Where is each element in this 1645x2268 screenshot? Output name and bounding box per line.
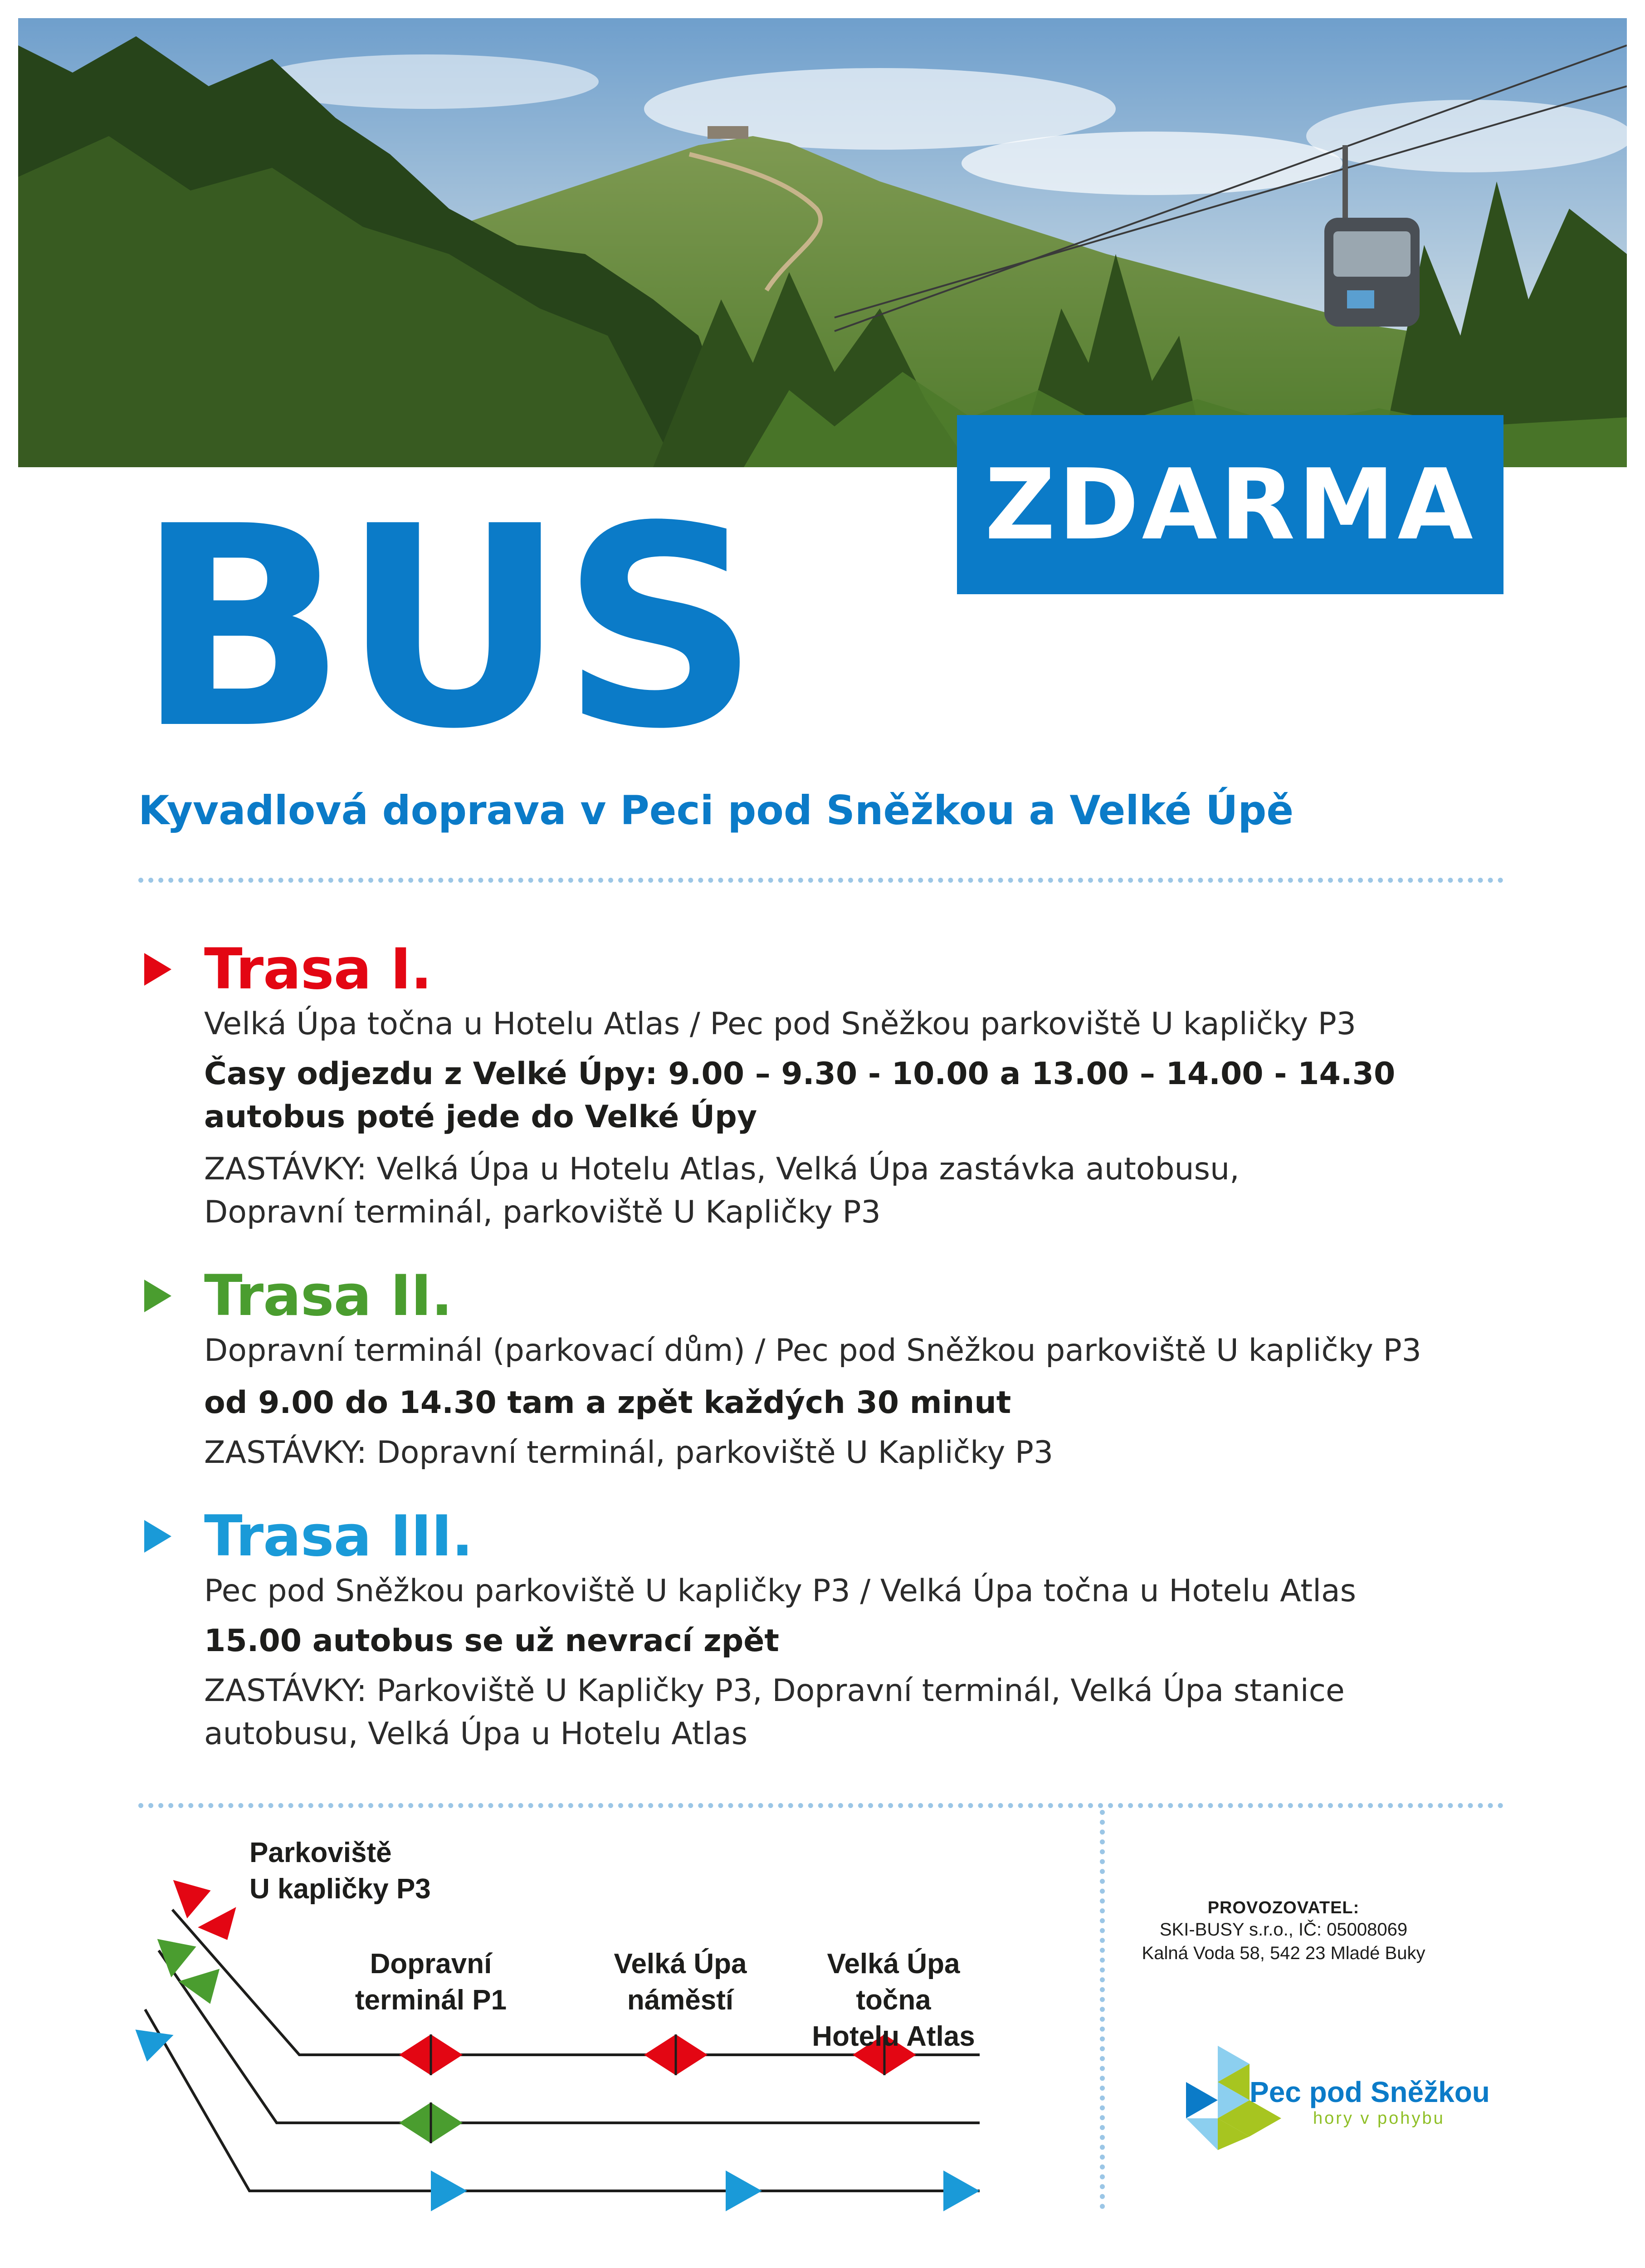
- route-3-title: Trasa III.: [204, 1504, 473, 1569]
- operator-title: PROVOZOVATEL:: [1207, 1898, 1360, 1917]
- start-marker-green: [157, 1927, 203, 1977]
- route-3-stops-line-2: autobusu, Velká Úpa u Hotelu Atlas: [204, 1716, 748, 1752]
- triangle-right-icon: [144, 953, 171, 986]
- page-title: BUS: [136, 467, 755, 789]
- route-1-header: [144, 937, 432, 1002]
- free-badge: [957, 415, 1503, 594]
- free-badge-text: ZDARMA: [985, 448, 1476, 562]
- map-stop-square-line-1: Velká Úpa: [614, 1948, 747, 1980]
- route-1-schedule-line-1: Časy odjezdu z Velké Úpy: 9.00 – 9.30 - 10.00 a 13.00 – 14.00 - 14.30: [204, 1056, 1396, 1092]
- map-stop-parking-line-2: U kapličky P3: [249, 1873, 431, 1905]
- map-stop-atlas-line-2: Hotelu Atlas: [812, 2021, 975, 2052]
- route-1-schedule-line-2: autobus poté jede do Velké Úpy: [204, 1099, 757, 1135]
- route-2-stops-line-1: ZASTÁVKY: Dopravní terminál, parkoviště U Kapličky P3: [204, 1435, 1054, 1471]
- map-stop-atlas-label: [789, 1946, 998, 2055]
- operator-info: [1120, 1898, 1447, 1965]
- logo-slogan: hory v pohybu: [1313, 2109, 1445, 2128]
- map-stop-terminal-line-2: terminál P1: [355, 1984, 507, 2016]
- dotted-divider-bottom: [138, 1803, 1503, 1808]
- dotted-divider-vertical: [1100, 1810, 1105, 2209]
- route-2-schedule-line-1: od 9.00 do 14.30 tam a zpět každých 30 minut: [204, 1385, 1011, 1421]
- route-2-title: Trasa II.: [204, 1263, 452, 1329]
- map-stop-parking-label: [249, 1835, 431, 1907]
- map-stop-square-line-2: náměstí: [627, 1984, 734, 2016]
- route-3-header: [144, 1504, 473, 1569]
- map-stop-atlas-line-1: Velká Úpa točna: [827, 1948, 960, 2016]
- route-map: [127, 1828, 1034, 2238]
- start-marker-red-back: [197, 1899, 236, 1940]
- dotted-divider-top: [138, 878, 1503, 883]
- route-3-path: Pec pod Sněžkou parkoviště U kapličky P3 / Velká Úpa točna u Hotelu Atlas: [204, 1573, 1357, 1609]
- start-marker-green-back: [175, 1960, 220, 2004]
- route-3-schedule-line-1: 15.00 autobus se už nevrací zpět: [204, 1623, 779, 1659]
- logo-text: [1250, 2075, 1490, 2128]
- route-1-title: Trasa I.: [204, 937, 432, 1002]
- map-stop-square-label: [599, 1946, 762, 2019]
- route-3-stops-line-1: ZASTÁVKY: Parkoviště U Kapličky P3, Dopravní terminál, Velká Úpa stanice: [204, 1673, 1345, 1709]
- route-1-stops-line-2: Dopravní terminál, parkoviště U Kapličky P3: [204, 1194, 881, 1230]
- start-marker-red: [173, 1869, 217, 1919]
- route-2-header: [144, 1263, 452, 1329]
- header-photo: [18, 18, 1627, 467]
- route-2-path: Dopravní terminál (parkovací dům) / Pec pod Sněžkou parkoviště U kapličky P3: [204, 1333, 1421, 1369]
- map-stop-terminal-line-1: Dopravní: [370, 1948, 492, 1980]
- map-stop-parking-line-1: Parkoviště: [249, 1837, 392, 1868]
- logo-name: Pec pod Sněžkou: [1250, 2076, 1490, 2108]
- page-subtitle: Kyvadlová doprava v Peci pod Sněžkou a Velké Úpě: [138, 787, 1294, 834]
- route-1-stops-line-1: ZASTÁVKY: Velká Úpa u Hotelu Atlas, Velká Úpa zastávka autobusu,: [204, 1151, 1240, 1187]
- route-1-path: Velká Úpa točna u Hotelu Atlas / Pec pod Sněžkou parkoviště U kapličky P3: [204, 1006, 1357, 1042]
- operator-address: Kalná Voda 58, 542 23 Mladé Buky: [1142, 1943, 1425, 1963]
- triangle-right-icon: [144, 1280, 171, 1312]
- operator-company: SKI-BUSY s.r.o., IČ: 05008069: [1159, 1920, 1408, 1940]
- map-stop-terminal-label: [349, 1946, 513, 2019]
- triangle-right-icon: [144, 1520, 171, 1553]
